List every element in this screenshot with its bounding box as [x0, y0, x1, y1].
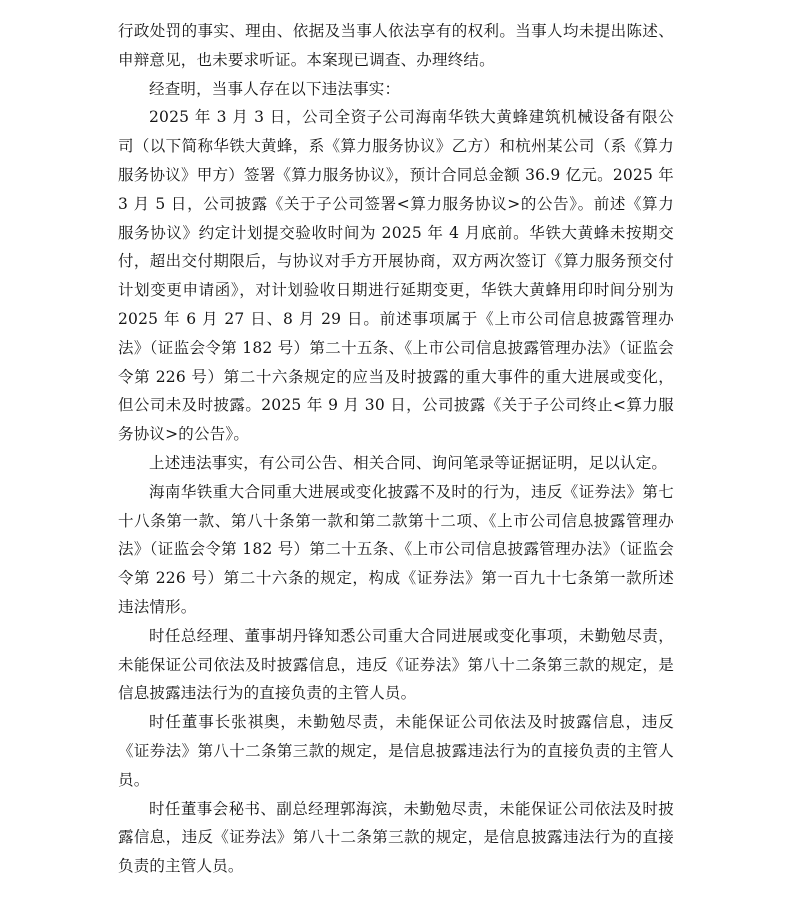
- paragraph-responsible-chairman: 时任董事长张祺奥，未勤勉尽责，未能保证公司依法及时披露信息，违反《证券法》第八十二条第三款的规定，是信息披露违法行为的直接负责的主管人员。: [118, 713, 674, 789]
- document-body: [118, 17, 674, 881]
- paragraph-responsible-secretary: 时任董事会秘书、副总经理郭海滨，未勤勉尽责，未能保证公司依法及时披露信息，违反《证券法》第八十二条第三款的规定，是信息披露违法行为的直接负责的主管人员。: [118, 799, 674, 876]
- paragraph-continuation: 行政处罚的事实、理由、依据及当事人依法享有的权利。当事人均未提出陈述、申辩意见，也未要求听证。本案现已调查、办理终结。: [118, 22, 674, 69]
- paragraph-facts: 2025 年 3 月 3 日，公司全资子公司海南华铁大黄蜂建筑机械设备有限公司（以下简称华铁大黄蜂，系《算力服务协议》乙方）和杭州某公司（系《算力服务协议》甲方）签署《算力服务协议》，预计合同总金额 36.9 亿元。2025 年 3 月 5 日，公司披露《关于子公司签署<算力服务协议>的公告》。前述《算力服务协议》约定计划提交验收时间为 2025 年 4 月底前。华铁大黄蜂未按期交付，超出交付期限后，与协议对手方开展协商，双方两次签订《算力服务预交付计划变更申请函》，对计划验收日期进行延期变更，华铁大黄蜂用印时间分别为 2025 年 6 月 27 日、8 月 29 日。前述事项属于《上市公司信息披露管理办法》（证监会令第 182 号）第二十五条、《上市公司信息披露管理办法》（证监会令第 226 号）第二十六条规定的应当及时披露的重大事件的重大进展或变化，但公司未及时披露。2025 年 9 月 30 日，公司披露《关于子公司终止<算力服务协议>的公告》。: [118, 108, 674, 444]
- paragraph-responsible-general-manager: 时任总经理、董事胡丹锋知悉公司重大合同进展或变化事项，未勤勉尽责，未能保证公司依法及时披露信息，违反《证券法》第八十二条第三款的规定，是信息披露违法行为的直接负责的主管人员。: [118, 626, 674, 703]
- paragraph-evidence: 上述违法事实，有公司公告、相关合同、询问笔录等证据证明，足以认定。: [149, 453, 668, 472]
- paragraph-findings-intro: 经查明，当事人存在以下违法事实：: [149, 79, 401, 98]
- paragraph-violation: 海南华铁重大合同重大进展或变化披露不及时的行为，违反《证券法》第七十八条第一款、第八十条第一款和第二款第十二项、《上市公司信息披露管理办法》（证监会令第 182 号）第二十五条、《上市公司信息披露管理办法》（证监会令第 226 号）第二十六条的规定，构成《证券法》第一百九十七条第一款所述违法情形。: [118, 482, 674, 616]
